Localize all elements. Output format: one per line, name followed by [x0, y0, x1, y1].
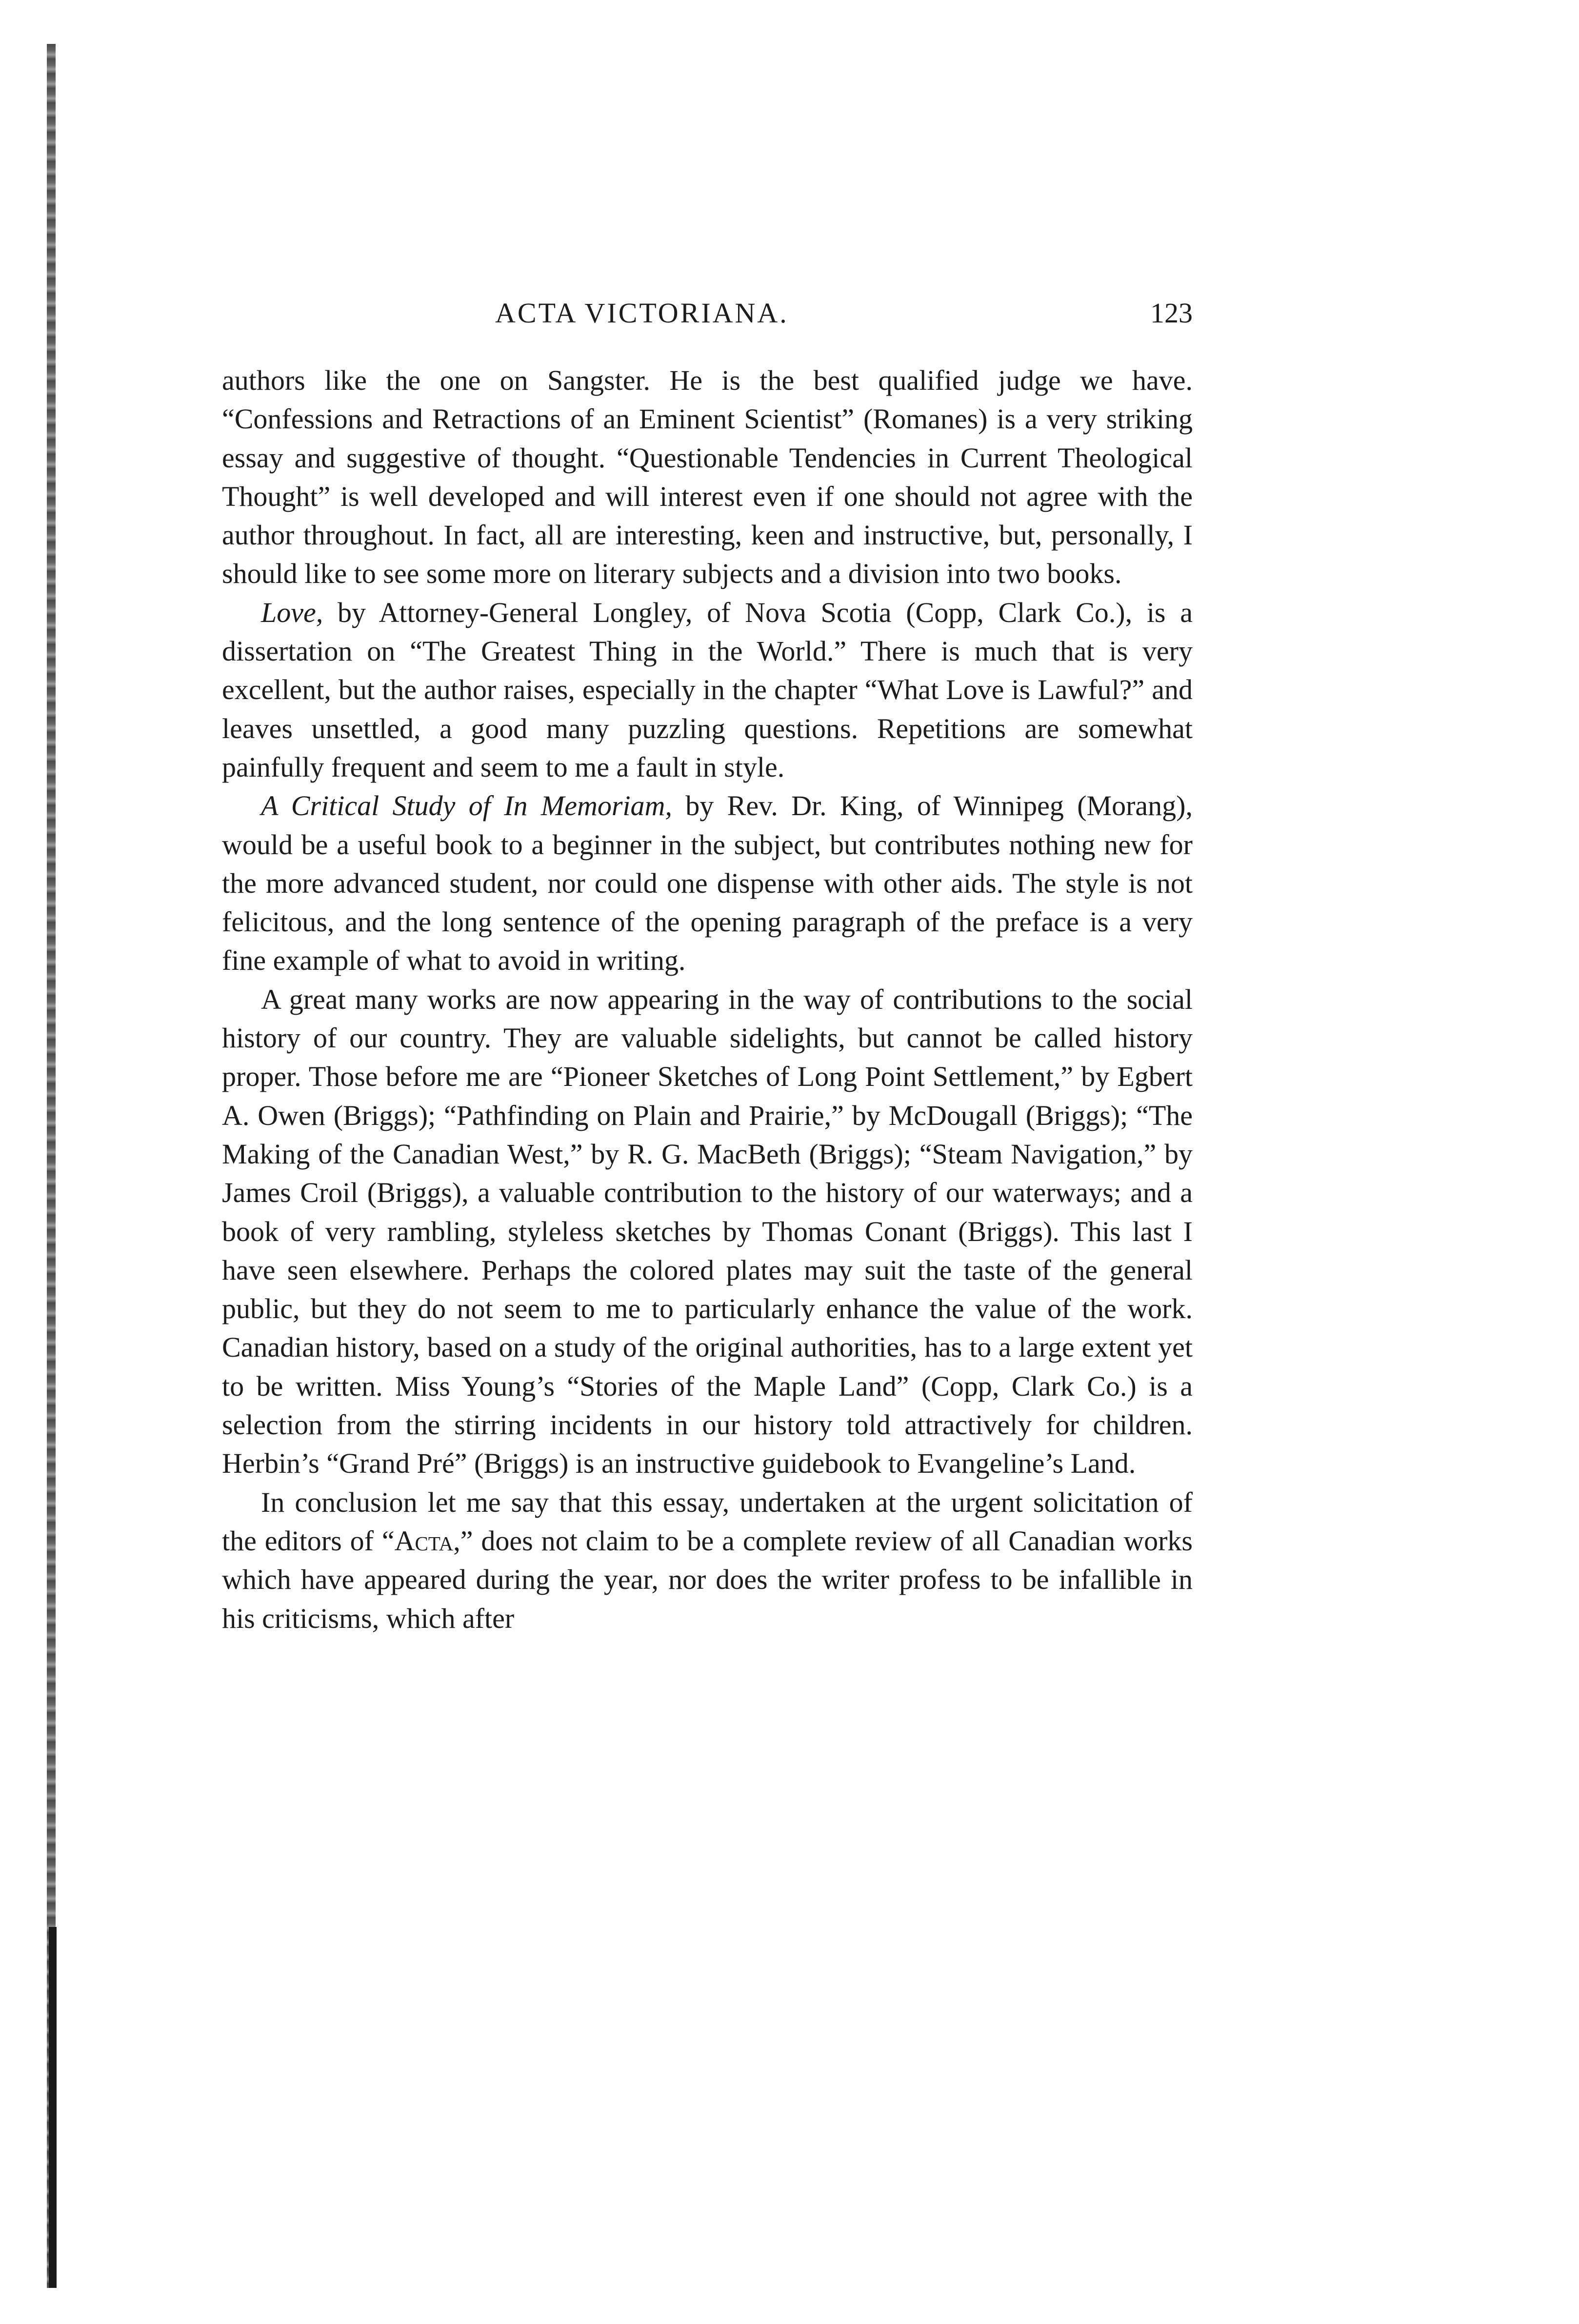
paragraph-conclusion — [222, 1483, 1193, 1638]
paragraph-text: authors like the one on Sangster. He is the best qualified judge we have. “Confessions and Retractions of an Eminent Scientist” (Romanes) is a very striking essay and suggestive of thought. “Questionable Tendencies in Current Theological Thought” is well developed and will interest even if one should not agree with the author throughout. In fact, all are interesting, keen and instructive, but, personally, I should like to see some more on literary subjects and a division into two books. — [222, 364, 1193, 590]
paragraph-text: In conclusion let me say that this essay, undertaken at the urgent solicitation of the editors of “ — [222, 1486, 1193, 1557]
paragraph-continuation — [222, 361, 1193, 593]
running-head — [222, 293, 1193, 337]
paragraph-text: ,” does not claim to be a complete review of all Canadian works which have appeared during the year, nor does the writer profess to be infallible in his criticisms, which after — [222, 1524, 1193, 1634]
paragraph-text: by Attorney-General Longley, of Nova Scotia (Copp, Clark Co.), is a dissertation on “The Greatest Thing in the World.” There is much that is very excellent, but the author raises, especially in the chapter “What Love is Lawful?” and leaves unsettled, a good many puzzling questions. Repetitions are somewhat painfully frequent and seem to me a fault in style. — [222, 596, 1193, 783]
book-title: A Critical Study of In Memoriam, — [261, 790, 672, 822]
paragraph-text: A great many works are now appearing in the way of contributions to the social history of our country. They are valuable sidelights, but cannot be called history proper. Those before me are “Pioneer Sketches of Long Point Settlement,” by Egbert A. Owen (Briggs); “Pathfinding on Plain and Prairie,” by McDougall (Briggs); “The Making of the Canadian West,” by R. G. MacBeth (Briggs); “Steam Navigation,” by James Croil (Briggs), a valuable contribution to the history of our waterways; and a book of very rambling, styleless sketches by Thomas Conant (Briggs). This last I have seen elsewhere. Perhaps the colored plates may suit the taste of the general public, but they do not seem to me to particularly enhance the value of the work. Canadian history, based on a study of the original authorities, has to a large extent yet to be written. Miss Young’s “Stories of the Maple Land” (Copp, Clark Co.) is a selection from the stirring incidents in our history told attractively for children. Herbin’s “Grand Pré” (Briggs) is an instructive guidebook to Evangeline’s Land. — [222, 983, 1193, 1480]
book-title: Love, — [261, 596, 323, 628]
article-body — [222, 361, 1193, 1638]
paragraph-text: by Rev. Dr. King, of Winnipeg (Morang), would be a useful book to a beginner in the subject, but contributes nothing new for the more advanced student, nor could one dispense with other aids. The style is not felicitous, and the long sentence of the opening paragraph of the preface is a very fine example of what to avoid in writing. — [222, 790, 1193, 977]
paragraph-in-memoriam-review — [222, 786, 1193, 980]
paragraph-social-history — [222, 980, 1193, 1483]
paragraph-love-review — [222, 593, 1193, 786]
page-binding-shadow — [49, 1927, 57, 2288]
journal-title: ACTA VICTORIANA. — [495, 297, 789, 329]
journal-name-small-caps: Acta — [394, 1524, 454, 1557]
page-number: 123 — [1150, 297, 1193, 329]
